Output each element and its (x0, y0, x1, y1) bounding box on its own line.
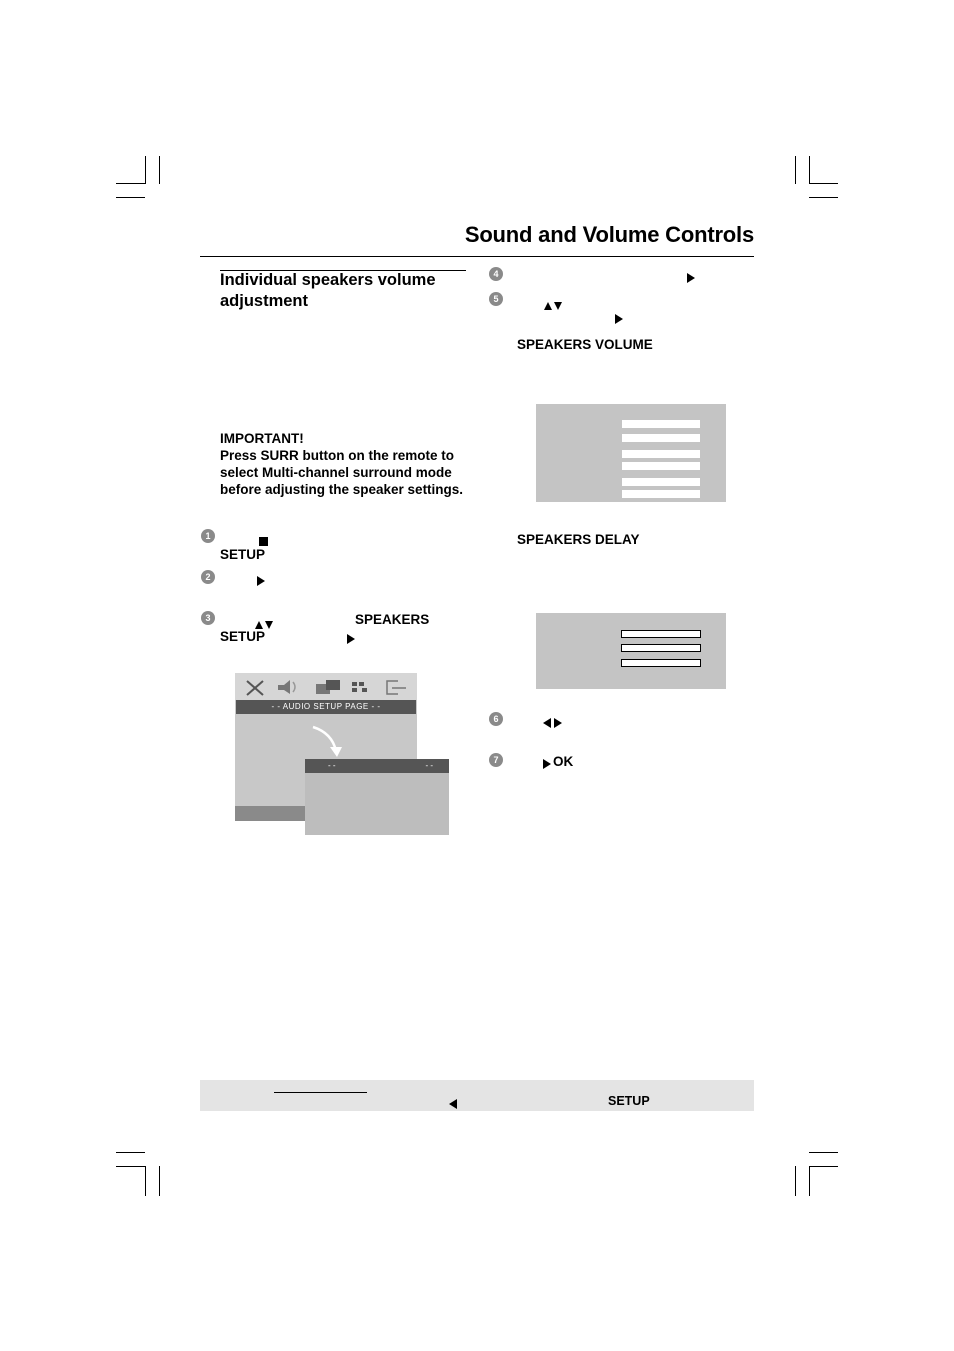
crop-mark (145, 1166, 146, 1196)
volume-bar (622, 490, 700, 498)
footer-underline (274, 1092, 367, 1093)
speakers-volume-panel (536, 404, 726, 502)
crop-mark (809, 1152, 838, 1153)
title-rule (200, 256, 754, 257)
volume-bar (622, 450, 700, 458)
step-number: 3 (201, 611, 215, 625)
step-number: 2 (201, 570, 215, 584)
crop-mark (116, 1152, 145, 1153)
important-text: Press SURR button on the remote to select Multi-channel surround mode before adjusting the speaker settings. (220, 448, 464, 497)
crop-mark (809, 183, 838, 184)
step-number: 5 (489, 292, 503, 306)
osd-icon-bar (235, 673, 417, 700)
exit-icon (387, 681, 406, 694)
volume-bar (622, 420, 700, 428)
crop-mark (116, 1166, 145, 1167)
step-text: SETUP (220, 547, 266, 562)
speaker-setup-submenu (305, 759, 449, 835)
pointer-arrow (310, 721, 350, 761)
submenu-title-right: - - (425, 761, 433, 770)
delay-bar (621, 659, 701, 667)
step-text: OK (553, 754, 574, 769)
left-arrow-icon (449, 1096, 457, 1114)
step-number: 6 (489, 712, 503, 726)
section-heading: Individual speakers volume adjustment (220, 271, 436, 310)
right-arrow-icon (543, 756, 551, 774)
page-title: Sound and Volume Controls (464, 222, 754, 247)
crop-mark (159, 156, 160, 184)
delay-bar (621, 630, 701, 638)
crop-mark (809, 1166, 810, 1196)
step-number: 1 (201, 529, 215, 543)
important-note (220, 430, 470, 498)
step-text: SPEAKERS (355, 612, 430, 627)
crop-mark (809, 156, 810, 184)
right-arrow-icon (615, 311, 623, 329)
speaker-icon (278, 680, 295, 694)
left-right-arrows-icon (543, 715, 562, 733)
step-number: 7 (489, 753, 503, 767)
speakers-delay-label: SPEAKERS DELAY (517, 532, 640, 547)
speakers-volume-label: SPEAKERS VOLUME (517, 337, 653, 352)
crop-mark (809, 197, 838, 198)
footer-setup-label: SETUP (608, 1094, 650, 1108)
step-number: 4 (489, 267, 503, 281)
tools-icon (247, 681, 263, 695)
footer-bar (200, 1080, 754, 1111)
volume-bar (622, 478, 700, 486)
osd-icons (235, 673, 417, 700)
crop-mark (116, 183, 145, 184)
volume-bar (622, 462, 700, 470)
crop-mark (809, 1166, 838, 1167)
submenu-title-bar (305, 759, 449, 773)
important-label: IMPORTANT! (220, 431, 304, 446)
right-arrow-icon (347, 631, 355, 649)
right-arrow-icon (687, 270, 695, 288)
preference-icon (352, 682, 367, 692)
crop-mark (795, 1166, 796, 1196)
crop-mark (116, 197, 145, 198)
delay-bar (621, 644, 701, 652)
crop-mark (145, 156, 146, 184)
up-down-arrows-icon (544, 297, 562, 315)
crop-mark (159, 1166, 160, 1196)
volume-bar (622, 434, 700, 442)
step-text: SETUP (220, 629, 266, 644)
osd-menu-title: - - AUDIO SETUP PAGE - - (236, 700, 416, 714)
right-arrow-icon (257, 573, 265, 591)
crop-mark (795, 156, 796, 184)
video-icon (316, 680, 340, 694)
speakers-delay-panel (536, 613, 726, 689)
submenu-title-left: - - (328, 761, 336, 770)
